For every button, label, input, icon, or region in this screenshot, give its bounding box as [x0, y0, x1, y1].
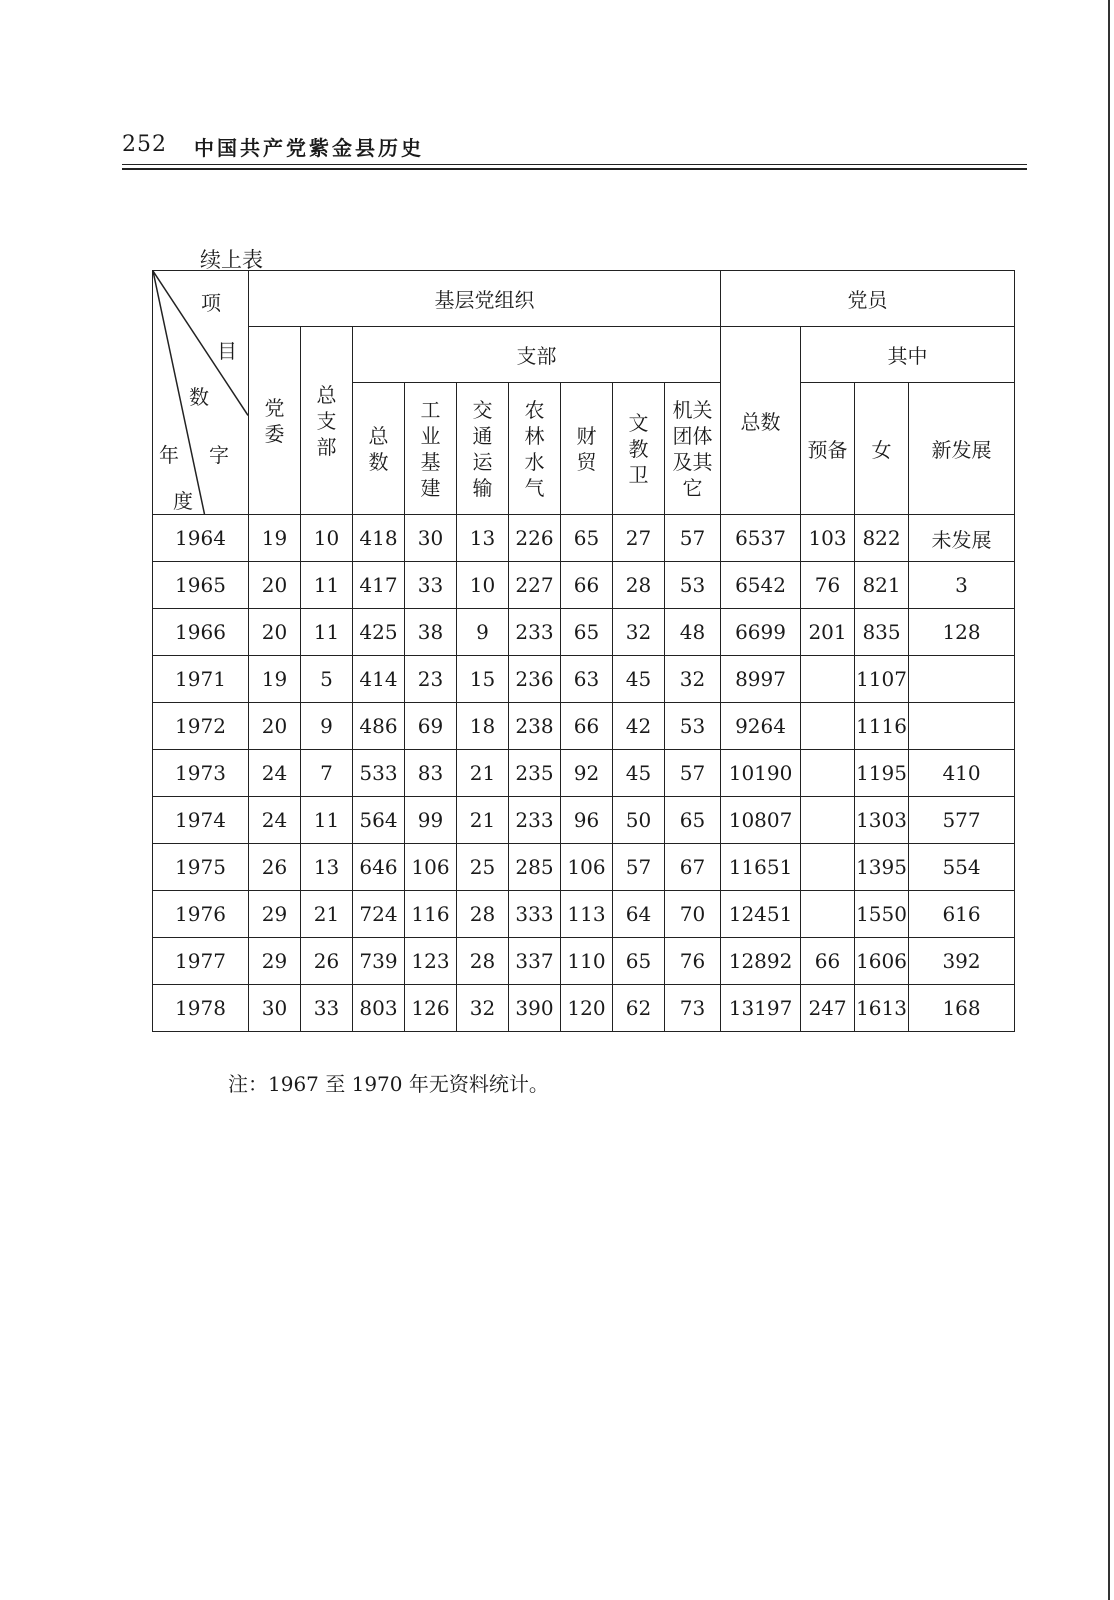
value-cell: 65 — [561, 609, 613, 656]
col-new-members: 新发展 — [909, 383, 1015, 515]
corner-diagonal-cell — [153, 271, 249, 515]
col-general-branch-label: 总支部 — [316, 382, 337, 459]
year-cell: 1975 — [153, 844, 249, 891]
value-cell: 20 — [249, 609, 301, 656]
corner-label-year-1: 年 — [159, 443, 179, 467]
value-cell: 238 — [509, 703, 561, 750]
value-cell: 7 — [301, 750, 353, 797]
page-edge-line — [1108, 0, 1110, 1600]
value-cell: 29 — [249, 891, 301, 938]
value-cell: 19 — [249, 515, 301, 562]
col-finance-trade — [561, 383, 613, 515]
value-cell: 8997 — [721, 656, 801, 703]
value-cell: 33 — [301, 985, 353, 1032]
value-cell: 425 — [353, 609, 405, 656]
value-cell: 739 — [353, 938, 405, 985]
value-cell: 15 — [457, 656, 509, 703]
value-cell: 11 — [301, 797, 353, 844]
value-cell: 32 — [665, 656, 721, 703]
value-cell: 113 — [561, 891, 613, 938]
value-cell: 10 — [457, 562, 509, 609]
value-cell: 11651 — [721, 844, 801, 891]
table-row — [153, 656, 1015, 703]
value-cell: 57 — [613, 844, 665, 891]
value-cell: 1303 — [855, 797, 909, 844]
value-cell: 57 — [665, 750, 721, 797]
col-transport-label: 交通运输 — [472, 397, 493, 500]
value-cell: 76 — [665, 938, 721, 985]
corner-label-num-2: 字 — [209, 443, 229, 467]
value-cell: 66 — [801, 938, 855, 985]
value-cell: 65 — [561, 515, 613, 562]
value-cell: 62 — [613, 985, 665, 1032]
value-cell: 418 — [353, 515, 405, 562]
value-cell: 32 — [457, 985, 509, 1032]
value-cell: 30 — [405, 515, 457, 562]
value-cell: 9 — [301, 703, 353, 750]
corner-label-item-1: 项 — [201, 291, 221, 315]
value-cell: 19 — [249, 656, 301, 703]
year-cell: 1978 — [153, 985, 249, 1032]
value-cell: 28 — [613, 562, 665, 609]
value-cell: 285 — [509, 844, 561, 891]
value-cell: 65 — [665, 797, 721, 844]
col-branch-total — [353, 383, 405, 515]
value-cell: 63 — [561, 656, 613, 703]
value-cell: 120 — [561, 985, 613, 1032]
value-cell: 822 — [855, 515, 909, 562]
value-cell: 1550 — [855, 891, 909, 938]
value-cell: 24 — [249, 750, 301, 797]
group-grassroots-header: 基层党组织 — [249, 271, 721, 327]
value-cell: 1606 — [855, 938, 909, 985]
value-cell: 110 — [561, 938, 613, 985]
value-cell: 12451 — [721, 891, 801, 938]
col-agriculture — [509, 383, 561, 515]
table-row — [153, 609, 1015, 656]
value-cell: 10 — [301, 515, 353, 562]
table-caption: 续上表 — [200, 248, 263, 272]
col-female: 女 — [855, 383, 909, 515]
value-cell: 3 — [909, 562, 1015, 609]
value-cell: 128 — [909, 609, 1015, 656]
value-cell: 21 — [457, 750, 509, 797]
value-cell: 92 — [561, 750, 613, 797]
value-cell: 106 — [405, 844, 457, 891]
value-cell: 235 — [509, 750, 561, 797]
value-cell: 13 — [301, 844, 353, 891]
value-cell: 5 — [301, 656, 353, 703]
value-cell: 73 — [665, 985, 721, 1032]
value-cell: 106 — [561, 844, 613, 891]
table-row — [153, 562, 1015, 609]
value-cell: 11 — [301, 609, 353, 656]
header-rule-thick — [122, 168, 1027, 170]
value-cell: 6699 — [721, 609, 801, 656]
col-organs-label: 机关团体及其它 — [672, 397, 713, 500]
value-cell: 227 — [509, 562, 561, 609]
value-cell: 13197 — [721, 985, 801, 1032]
group-of-which-header: 其中 — [801, 327, 1015, 383]
value-cell: 616 — [909, 891, 1015, 938]
value-cell: 226 — [509, 515, 561, 562]
value-cell: 20 — [249, 562, 301, 609]
value-cell: 116 — [405, 891, 457, 938]
value-cell: 9 — [457, 609, 509, 656]
value-cell: 21 — [301, 891, 353, 938]
table-row — [153, 891, 1015, 938]
value-cell: 45 — [613, 656, 665, 703]
year-cell: 1977 — [153, 938, 249, 985]
value-cell: 724 — [353, 891, 405, 938]
col-probationary: 预备 — [801, 383, 855, 515]
value-cell: 533 — [353, 750, 405, 797]
value-cell: 417 — [353, 562, 405, 609]
value-cell: 48 — [665, 609, 721, 656]
value-cell: 24 — [249, 797, 301, 844]
value-cell: 1613 — [855, 985, 909, 1032]
value-cell: 1195 — [855, 750, 909, 797]
year-cell: 1974 — [153, 797, 249, 844]
value-cell: 27 — [613, 515, 665, 562]
corner-label-num-1: 数 — [189, 385, 209, 409]
table-row — [153, 515, 1015, 562]
col-agriculture-label: 农林水气 — [524, 397, 545, 500]
value-cell: 67 — [665, 844, 721, 891]
value-cell: 126 — [405, 985, 457, 1032]
table-row — [153, 844, 1015, 891]
value-cell: 236 — [509, 656, 561, 703]
value-cell: 11 — [301, 562, 353, 609]
value-cell: 233 — [509, 797, 561, 844]
value-cell: 414 — [353, 656, 405, 703]
value-cell: 6537 — [721, 515, 801, 562]
value-cell: 53 — [665, 562, 721, 609]
value-cell: 20 — [249, 703, 301, 750]
value-cell: 50 — [613, 797, 665, 844]
value-cell: 337 — [509, 938, 561, 985]
value-cell: 38 — [405, 609, 457, 656]
value-cell: 486 — [353, 703, 405, 750]
value-cell: 6542 — [721, 562, 801, 609]
value-cell: 28 — [457, 891, 509, 938]
value-cell — [801, 750, 855, 797]
value-cell: 646 — [353, 844, 405, 891]
value-cell: 410 — [909, 750, 1015, 797]
value-cell: 29 — [249, 938, 301, 985]
value-cell: 103 — [801, 515, 855, 562]
value-cell: 554 — [909, 844, 1015, 891]
statistics-table — [152, 270, 1015, 1032]
year-cell: 1971 — [153, 656, 249, 703]
value-cell: 12892 — [721, 938, 801, 985]
page-number: 252 — [122, 132, 167, 157]
value-cell: 30 — [249, 985, 301, 1032]
group-branch-header: 支部 — [353, 327, 721, 383]
value-cell: 168 — [909, 985, 1015, 1032]
value-cell — [801, 703, 855, 750]
corner-label-year-2: 度 — [173, 489, 193, 513]
table-note: 注：1967 至 1970 年无资料统计。 — [228, 1072, 549, 1096]
year-cell: 1973 — [153, 750, 249, 797]
value-cell: 26 — [301, 938, 353, 985]
value-cell: 64 — [613, 891, 665, 938]
col-organs — [665, 383, 721, 515]
year-cell: 1972 — [153, 703, 249, 750]
value-cell: 13 — [457, 515, 509, 562]
value-cell: 66 — [561, 562, 613, 609]
value-cell: 233 — [509, 609, 561, 656]
value-cell: 83 — [405, 750, 457, 797]
value-cell: 65 — [613, 938, 665, 985]
year-cell: 1965 — [153, 562, 249, 609]
value-cell — [801, 656, 855, 703]
value-cell — [909, 703, 1015, 750]
value-cell: 25 — [457, 844, 509, 891]
value-cell: 69 — [405, 703, 457, 750]
col-branch-total-label: 总数 — [368, 423, 389, 474]
value-cell: 70 — [665, 891, 721, 938]
value-cell: 21 — [457, 797, 509, 844]
value-cell: 1116 — [855, 703, 909, 750]
value-cell: 803 — [353, 985, 405, 1032]
value-cell: 577 — [909, 797, 1015, 844]
value-cell: 123 — [405, 938, 457, 985]
book-title: 中国共产党紫金县历史 — [194, 136, 424, 160]
value-cell: 10190 — [721, 750, 801, 797]
value-cell: 32 — [613, 609, 665, 656]
table-body — [153, 515, 1015, 1032]
value-cell: 45 — [613, 750, 665, 797]
col-general-branch — [301, 327, 353, 515]
value-cell: 201 — [801, 609, 855, 656]
col-culture-edu — [613, 383, 665, 515]
col-party-committee — [249, 327, 301, 515]
table-row — [153, 938, 1015, 985]
group-members-header: 党员 — [721, 271, 1015, 327]
value-cell: 10807 — [721, 797, 801, 844]
value-cell: 247 — [801, 985, 855, 1032]
value-cell — [801, 844, 855, 891]
table-row — [153, 985, 1015, 1032]
table-row — [153, 750, 1015, 797]
col-culture-edu-label: 文教卫 — [628, 410, 649, 487]
value-cell — [801, 797, 855, 844]
value-cell — [909, 656, 1015, 703]
value-cell: 835 — [855, 609, 909, 656]
table-row — [153, 797, 1015, 844]
value-cell: 66 — [561, 703, 613, 750]
corner-label-item-2: 目 — [217, 339, 237, 363]
value-cell: 未发展 — [909, 515, 1015, 562]
col-party-committee-label: 党委 — [264, 395, 285, 446]
value-cell: 28 — [457, 938, 509, 985]
value-cell: 42 — [613, 703, 665, 750]
year-cell: 1976 — [153, 891, 249, 938]
value-cell: 99 — [405, 797, 457, 844]
value-cell: 96 — [561, 797, 613, 844]
value-cell: 23 — [405, 656, 457, 703]
value-cell — [801, 891, 855, 938]
value-cell: 1395 — [855, 844, 909, 891]
value-cell: 9264 — [721, 703, 801, 750]
value-cell: 76 — [801, 562, 855, 609]
value-cell: 390 — [509, 985, 561, 1032]
year-cell: 1966 — [153, 609, 249, 656]
value-cell: 18 — [457, 703, 509, 750]
value-cell: 33 — [405, 562, 457, 609]
value-cell: 392 — [909, 938, 1015, 985]
col-finance-trade-label: 财贸 — [576, 423, 597, 474]
value-cell: 821 — [855, 562, 909, 609]
header-rule-thin — [122, 164, 1027, 165]
col-transport — [457, 383, 509, 515]
col-member-total: 总数 — [721, 327, 801, 515]
value-cell: 1107 — [855, 656, 909, 703]
page-header — [122, 128, 1027, 162]
year-cell: 1964 — [153, 515, 249, 562]
table-row — [153, 703, 1015, 750]
value-cell: 26 — [249, 844, 301, 891]
value-cell: 53 — [665, 703, 721, 750]
value-cell: 564 — [353, 797, 405, 844]
col-industry-label: 工业基建 — [420, 397, 441, 500]
col-industry — [405, 383, 457, 515]
value-cell: 57 — [665, 515, 721, 562]
value-cell: 333 — [509, 891, 561, 938]
